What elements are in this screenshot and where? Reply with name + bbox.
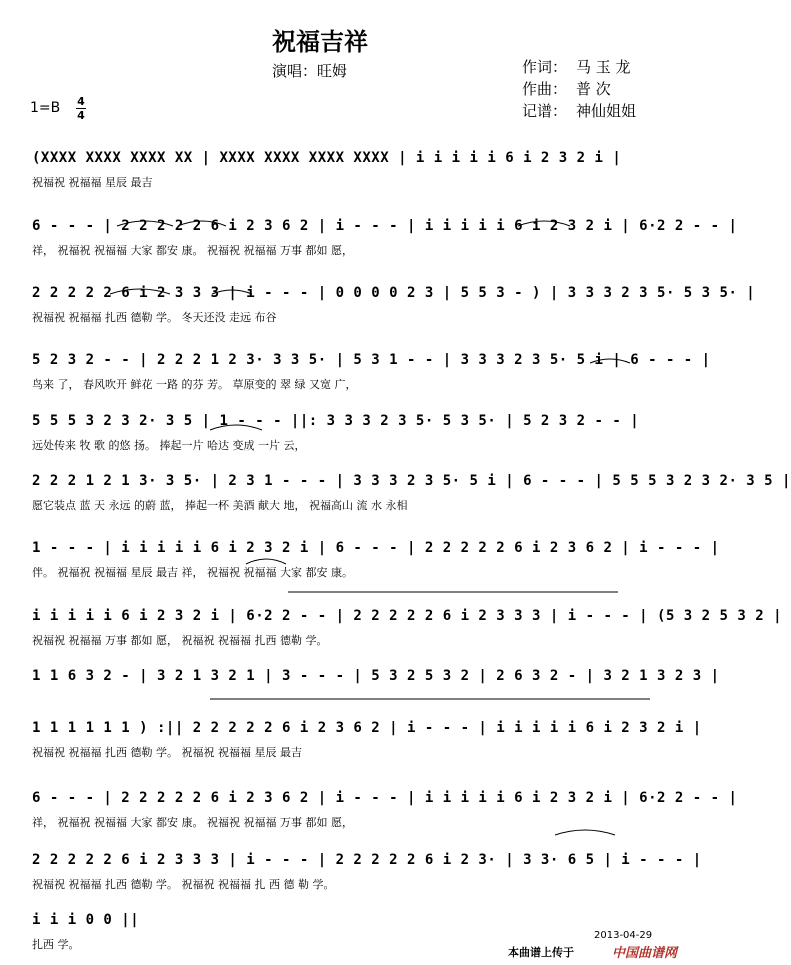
score-system-notes: 2 2 2 2 2 6 i 2 3 3 3 | i - - - | 0 0 0 0 2 3 | 5 5 3 - ) | 3 3 3 2 3 5· 5 3 5· | [32,285,756,301]
score-system-notes: i i i i i 6 i 2 3 2 i | 6·2 2 - - | 2 2 2 2 2 6 i 2 3 3 3 | i - - - | (5 3 2 5 3 2 | [32,608,783,624]
score-system-notes: 1 1 6 3 2 - | 3 2 1 3 2 1 | 3 - - - | 5 3 2 5 3 2 | 2 6 3 2 - | 3 2 1 3 2 3 | [32,668,720,684]
score-system-lyrics: 祥， 祝福祝 祝福福 大家 都安 康。 祝福祝 祝福福 万事 都如 愿， [32,816,353,829]
score-system-lyrics: 伴。 祝福祝 祝福福 星辰 最吉 祥， 祝福祝 祝福福 大家 都安 康。 [32,566,353,579]
composer-row [522,78,636,100]
score-system-notes: 6 - - - | 2 2 2 2 2 6 i 2 3 6 2 | i - - - | i i i i i 6 i 2 3 2 i | 6·2 2 - - | [32,790,738,806]
credits-block [522,56,636,122]
song-title: 祝福吉祥 [272,28,368,56]
score-system-lyrics: 祥， 祝福祝 祝福福 大家 都安 康。 祝福祝 祝福福 万事 都如 愿， [32,244,353,257]
transcriber-row [522,100,636,122]
score-system-lyrics: 祝福祝 祝福福 扎西 德勒 学。 祝福祝 祝福福 星辰 最吉 [32,746,302,759]
credit-label: 作曲： [522,80,568,98]
credit-label: 作词： [522,58,568,76]
site-logo: 中国曲谱网 [612,946,678,961]
score-system-notes: 2 2 2 1 2 1 3· 3 5· | 2 3 1 - - - | 3 3 3 2 3 5· 5 i | 6 - - - | 5 5 5 3 2 3 2· 3 5 | [32,473,791,489]
time-signature [76,96,86,121]
score-system-lyrics: 愿它装点 蓝 天 永远 的蔚 蓝， 捧起一杯 美酒 献大 地， 祝福高山 流 水 永相 [32,499,408,512]
score-system-lyrics: 祝福祝 祝福福 万事 都如 愿， 祝福祝 祝福福 扎西 德勒 学。 [32,634,328,647]
meter-bottom: 4 [77,109,85,122]
score-system-lyrics: 远处传来 牧 歌 的悠 扬。 捧起一片 哈达 变成 一片 云， [32,439,306,452]
score-system-lyrics: 鸟来 了， 春风吹开 鲜花 一路 的芬 芳。 草原变的 翠 绿 又宽 广， [32,378,357,391]
score-system-notes: 1 - - - | i i i i i 6 i 2 3 2 i | 6 - - - | 2 2 2 2 2 6 i 2 3 6 2 | i - - - | [32,540,720,556]
upload-date: 2013-04-29 [594,930,653,941]
credit-value: 神仙姐姐 [576,102,637,120]
score-system-notes: 5 2 3 2 - - | 2 2 2 1 2 3· 3 3 5· | 5 3 1 - - | 3 3 3 2 3 5· 5 i | 6 - - - | [32,352,711,368]
upload-note: 本曲谱上传于 [508,946,574,959]
score-system-lyrics: 祝福祝 祝福福 扎西 德勒 学。 冬天还没 走远 布谷 [32,311,277,324]
score-system-notes: 5 5 5 3 2 3 2· 3 5 | 1 - - - ||: 3 3 3 2 3 5· 5 3 5· | 5 2 3 2 - - | [32,413,640,429]
score-system-notes: 2 2 2 2 2 6 i 2 3 3 3 | i - - - | 2 2 2 2 2 6 i 2 3· | 3 3· 6 5 | i - - - | [32,852,702,868]
score-system-lyrics: 扎西 学。 [32,938,80,951]
key-signature: 1=B [30,100,61,116]
credit-value: 马 玉 龙 [576,58,631,76]
score-system-lyrics: 祝福祝 祝福福 星辰 最吉 [32,176,153,189]
lyricist-row [522,56,636,78]
score-system-notes: 1 1 1 1 1 1 ) :|| 2 2 2 2 2 6 i 2 3 6 2 | i - - - | i i i i i 6 i 2 3 2 i | [32,720,702,736]
meter-top: 4 [77,95,85,108]
singer-credit: 演唱：旺姆 [272,62,348,80]
credit-value: 普 次 [576,80,611,98]
score-system-notes: 6 - - - | 2 2 2 2 2 6 i 2 3 6 2 | i - - - | i i i i i 6 i 2 3 2 i | 6·2 2 - - | [32,218,738,234]
score-system-notes: i i i 0 0 || [32,912,140,928]
score-system-notes: (XXXX XXXX XXXX XX | XXXX XXXX XXXX XXXX | i i i i i 6 i 2 3 2 i | [32,150,622,166]
score-system-lyrics: 祝福祝 祝福福 扎西 德勒 学。 祝福祝 祝福福 扎 西 德 勒 学。 [32,878,335,891]
credit-label: 记谱： [522,102,568,120]
